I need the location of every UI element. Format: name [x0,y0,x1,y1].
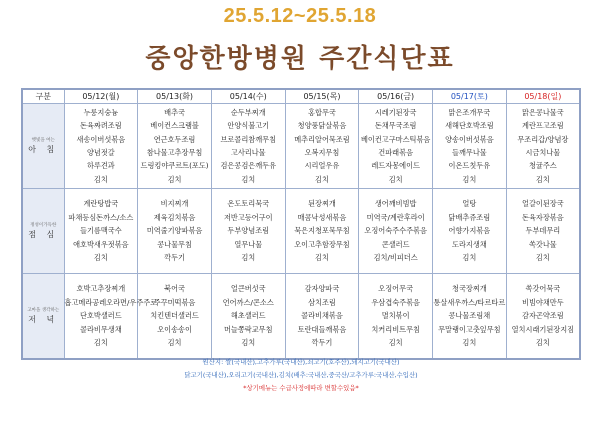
notice-text: *상기메뉴는 수급사정에따라 변할수있음* [243,384,359,392]
menu-item: 돈육짜려조림 [80,121,122,131]
menu-item: 들깨무나물 [452,148,487,157]
menu-item: 감자곤약조림 [522,311,564,321]
meal-label-dinner [22,274,64,360]
date-range: 25.5.12~25.5.18 [223,5,377,27]
menu-item: 맑은조개무국 [448,107,491,117]
meal-name: 아 침 [28,145,59,154]
menu-cell-dinner-mon [64,274,158,360]
day-header-tue: 05/13(화) [138,89,212,104]
menu-cell-breakfast-wed [211,104,285,189]
menu-item: 새해단호박조림 [445,121,494,131]
menu-item: 무조리갑/양념장 [517,134,569,144]
menu-item: 김치 [93,174,108,184]
menu-item: 김치 [535,174,550,184]
header-row [22,89,580,104]
meal-label-breakfast [22,104,64,189]
menu-item: 오이고추함장무침 [294,239,350,249]
menu-item: 우삼겹숙주볶음 [371,297,420,307]
menu-item: 양념젓갈 [86,148,115,157]
menu-item-list [433,197,506,264]
menu-item: 얼큰버섯국 [230,284,266,294]
menu-item: 주꾸미떡볶음 [153,297,196,307]
menu-item: 김치 [462,253,477,263]
menu-item: 김치 [462,338,477,348]
menu-cell-lunch-fri [359,189,433,274]
menu-item: 김치 [462,174,477,184]
menu-item: 순두부찌개 [230,107,266,117]
menu-item-list [433,282,506,349]
menu-item: 누룽지숭늉 [83,107,119,117]
menu-item: 무말랭이고춧잎무침 [438,324,501,334]
menu-item: 김치 [388,338,403,348]
corner-label: 구분 [22,89,64,104]
menu-item: 김치 [315,174,329,184]
menu-item: 김치 [241,253,256,263]
menu-item-list [65,197,138,264]
menu-item-list [286,197,359,264]
meal-row-dinner [22,274,580,360]
menu-item-list [65,106,138,186]
menu-item: 미역국/계란후라이 [366,212,425,222]
menu-cell-breakfast-thu [285,104,359,189]
menu-cell-dinner-tue [138,274,212,360]
menu-item: 쏙갓나물 [528,239,557,249]
menu-item: 콩나물조림채 [448,311,491,321]
menu-item: 치커리비트무침 [371,324,420,334]
meal-name: 점 심 [28,230,59,239]
menu-item: 들기름맥국수 [80,226,122,236]
menu-item: 김치/비피더스 [373,253,418,263]
menu-item: 레드자몽에이드 [371,161,420,171]
menu-item-list [212,197,285,264]
menu-item: 브로콜리참깨무침 [220,134,277,144]
menu-cell-breakfast-sat [433,104,507,189]
menu-item: 메추리알어묵조림 [294,134,350,144]
menu-item: 도라지생채 [452,239,487,249]
menu-cell-breakfast-sun [506,104,580,189]
menu-item: 김치 [167,174,182,184]
menu-item: 김치 [388,174,403,184]
meal-name: 저 녁 [28,315,59,324]
menu-item: 흡고메라공레오라면/우주주로 [64,297,158,307]
menu-item: 배추국 [164,107,185,117]
menu-item: 고사리나물 [230,148,266,157]
menu-item: 깍두기 [311,338,333,348]
day-header-mon: 05/12(월) [64,89,138,104]
menu-item: 비지찌개 [160,199,189,209]
menu-item: 쏙갓어묵국 [525,284,561,294]
day-header-sat: 05/17(토) [433,89,507,104]
menu-item: 묵은지청포묵무침 [294,226,350,236]
menu-item-list [138,282,211,349]
menu-item: 얼탕 [462,199,477,209]
origin-line-2: 닭고기(국내산),오리고기(국내산),김치(배추:국내산,중국산/고추가루:국내산,수입산) [184,371,418,379]
menu-table [21,88,581,360]
menu-item: 청귤주스 [528,161,557,171]
menu-item: 애호박새우젓볶음 [73,239,129,249]
menu-item: 깍두기 [164,253,185,263]
menu-item: 이온드칫두유 [448,161,491,171]
menu-item: 삼치조림 [308,297,336,307]
menu-item: 새송이버섯볶음 [76,134,126,144]
menu-cell-dinner-thu [285,274,359,360]
menu-item: 열무나물 [234,239,263,249]
menu-item: 오징어무국 [378,284,414,294]
menu-item: 얼갈이된장국 [522,199,564,209]
menu-item: 김치 [93,338,108,348]
menu-item: 김치 [167,338,182,348]
menu-item-list [433,106,506,186]
meal-note: 햇빛을 여는 [31,138,55,143]
menu-item: 계란탕밥국 [83,199,119,209]
menu-cell-dinner-fri [359,274,433,360]
menu-cell-dinner-wed [211,274,285,360]
menu-item: 통살새우까스/타르타르 [433,297,506,307]
menu-item-list [507,197,579,264]
menu-item: 안양식불고기 [227,121,270,131]
menu-item: 제육김치볶음 [153,212,196,222]
menu-item: 시레기된장국 [374,107,417,117]
menu-item: 어향가지볶음 [448,226,491,236]
meal-note: 정성이가득한 [30,223,57,228]
menu-item: 온도토리묵국 [227,199,270,209]
menu-item: 미역줄기양파볶음 [146,226,203,236]
menu-item-list [212,106,285,186]
menu-item-list [359,282,432,349]
menu-cell-dinner-sun [506,274,580,360]
menu-item: 된장찌개 [308,199,336,209]
menu-item: 맑은콩나물국 [522,107,564,117]
menu-item: 오이송송이 [157,324,192,334]
menu-item: 김치 [241,174,256,184]
menu-item: 김치 [93,253,108,263]
menu-item-list [286,282,359,349]
menu-item: 시금치나물 [525,148,561,157]
menu-cell-lunch-wed [211,189,285,274]
menu-item-list [359,197,432,264]
menu-item: 돈육자장볶음 [522,212,564,222]
menu-item: 토란대들깨볶음 [297,324,347,334]
menu-item: 저반고등어구이 [223,212,273,222]
menu-item-list [138,106,211,186]
day-header-wed: 05/14(수) [211,89,285,104]
menu-item: 양송이버섯볶음 [445,134,494,144]
menu-item: 김치 [535,338,550,348]
menu-item: 파채등심돈까스/소스 [68,212,134,222]
menu-item: 호박고추장찌개 [76,284,126,294]
menu-item: 시리얼우유 [304,161,340,171]
menu-item: 돈채무국조림 [374,121,417,131]
menu-item: 콜라비채볶음 [301,311,343,321]
meal-row-lunch [22,189,580,274]
menu-item: 오징어숙주수주볶음 [364,226,427,236]
menu-item: 매콤낙성새볶음 [297,212,347,222]
menu-item-list [359,106,432,186]
menu-item: 연근호두조림 [153,134,196,144]
menu-item: 검은콩검은깨두유 [220,161,277,171]
menu-item: 북어국 [164,284,185,294]
menu-item: 단호박샐러드 [80,311,122,321]
menu-cell-breakfast-tue [138,104,212,189]
menu-item-list [138,197,211,264]
menu-item: 홍합무국 [308,107,336,117]
menu-item-list [64,282,158,349]
menu-cell-lunch-tue [138,189,212,274]
menu-item: 건파래볶음 [378,148,414,157]
menu-item: 베이컨스크램블 [150,121,199,131]
menu-cell-lunch-sun [506,189,580,274]
menu-item: 열치시래기된장지짐 [511,324,575,334]
menu-item: 오복지무침 [304,148,340,157]
meal-row-breakfast [22,104,580,189]
menu-cell-dinner-sat [433,274,507,360]
menu-item: 해초샐러드 [230,311,266,321]
menu-item: 두부데무리 [525,226,561,236]
menu-item: 드링킹야쿠르트(포도) [140,161,209,171]
menu-item: 청양풍닭살볶음 [297,121,347,131]
menu-item: 김치 [315,253,329,263]
footer [21,356,581,394]
menu-item: 참나물고추장무침 [146,148,203,157]
menu-item: 하루견과 [86,161,115,171]
menu-item: 베이컨고구마스틱볶음 [360,134,431,144]
menu-item: 두부양념조림 [227,226,270,236]
day-header-thu: 05/15(목) [285,89,359,104]
menu-item: 콩나물무침 [157,239,192,249]
menu-item: 콜라비무생채 [80,324,122,334]
menu-item: 닭배추쥬조림 [448,212,491,222]
menu-item: 머늘쫑락교무침 [223,324,273,334]
menu-item: 콘샐러드 [381,239,410,249]
menu-cell-breakfast-mon [64,104,138,189]
menu-cell-lunch-thu [285,189,359,274]
menu-cell-breakfast-fri [359,104,433,189]
meal-note: 고마을 생각하는 [27,308,60,313]
menu-item: 언어까스/콘소스 [222,297,274,307]
menu-item: 생어깨비빔밥 [374,199,417,209]
menu-item: 김치 [535,253,550,263]
day-header-fri: 05/16(금) [359,89,433,104]
menu-cell-lunch-mon [64,189,138,274]
menu-item: 비빔야채만두 [522,297,564,307]
menu-item: 계란프고조림 [522,121,564,131]
page-title: 중앙한방병원 주간식단표 [145,44,455,74]
menu-item-list [286,106,359,186]
menu-item: 치킨텐더샐러드 [150,311,199,321]
menu-item: 감자양파국 [304,284,340,294]
day-header-sun: 05/18(일) [506,89,580,104]
menu-item: 김치 [241,338,256,348]
menu-item-list [507,106,579,186]
meal-label-lunch [22,189,64,274]
origin-line-1: 원산지: 쌀(국내산),고추가루(국내산),쇠고기(호주산),돼지고기(국내산) [202,358,400,366]
menu-item-list [507,282,579,349]
menu-cell-lunch-sat [433,189,507,274]
menu-item: 멸치볶이 [381,311,410,321]
menu-item-list [212,282,285,349]
menu-item: 청국장찌개 [452,284,487,294]
